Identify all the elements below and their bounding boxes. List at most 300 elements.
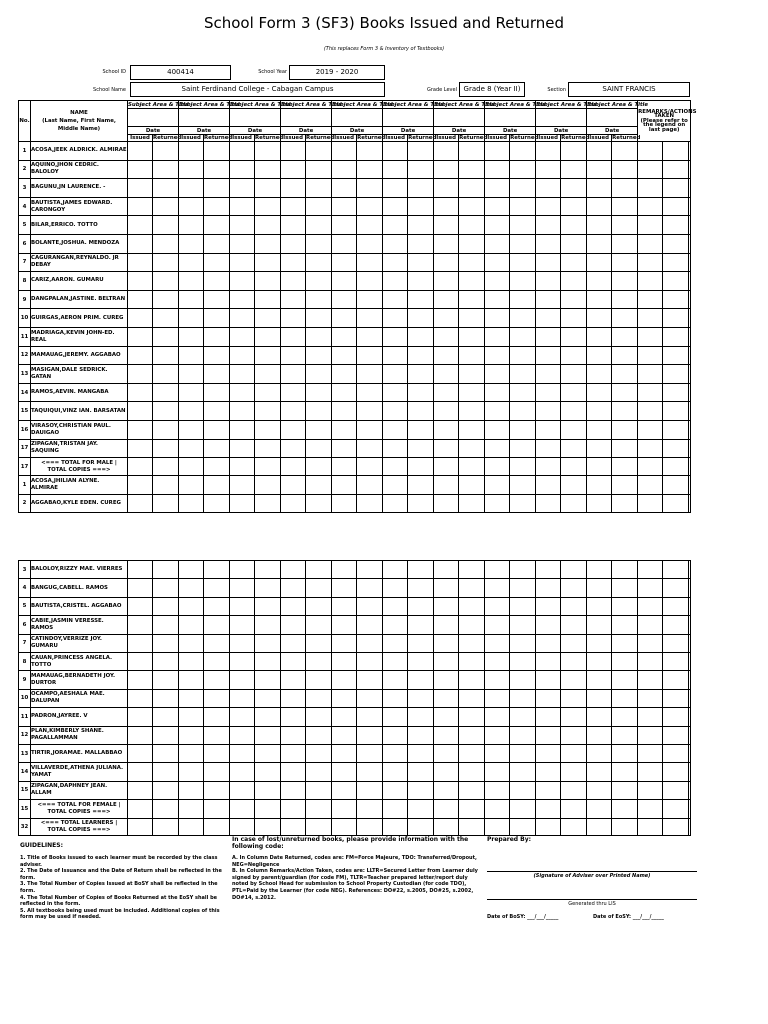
book-date-cell[interactable] — [638, 439, 663, 458]
book-date-cell[interactable] — [485, 290, 510, 309]
book-date-cell[interactable] — [281, 402, 306, 421]
book-date-cell[interactable] — [204, 579, 230, 597]
book-date-cell[interactable] — [612, 744, 638, 762]
book-date-cell[interactable] — [612, 365, 638, 384]
book-date-cell[interactable] — [459, 142, 485, 161]
book-date-cell[interactable] — [536, 744, 561, 762]
book-date-cell[interactable] — [459, 179, 485, 198]
book-date-cell[interactable] — [153, 671, 179, 689]
book-date-cell[interactable] — [434, 253, 459, 272]
book-date-cell[interactable] — [357, 634, 383, 652]
book-date-cell[interactable] — [153, 494, 179, 513]
book-date-cell[interactable] — [128, 476, 153, 495]
book-date-cell[interactable] — [536, 309, 561, 328]
book-date-cell[interactable] — [306, 365, 332, 384]
book-date-cell[interactable] — [587, 234, 612, 253]
book-date-cell[interactable] — [281, 763, 306, 781]
remarks-cell[interactable] — [689, 160, 691, 179]
book-date-cell[interactable] — [306, 652, 332, 670]
book-date-cell[interactable] — [510, 272, 536, 291]
book-date-cell[interactable] — [561, 197, 587, 216]
book-date-cell[interactable] — [153, 744, 179, 762]
book-date-cell[interactable] — [561, 781, 587, 799]
book-date-cell[interactable] — [434, 579, 459, 597]
book-date-cell[interactable] — [332, 327, 357, 346]
book-date-cell[interactable] — [663, 290, 689, 309]
book-date-cell[interactable] — [281, 272, 306, 291]
remarks-cell[interactable] — [689, 671, 691, 689]
book-date-cell[interactable] — [281, 253, 306, 272]
book-date-cell[interactable] — [434, 744, 459, 762]
book-date-cell[interactable] — [281, 420, 306, 439]
book-date-cell[interactable] — [612, 346, 638, 365]
book-date-cell[interactable] — [663, 744, 689, 762]
book-date-cell[interactable] — [561, 689, 587, 707]
book-date-cell[interactable] — [561, 142, 587, 161]
book-date-cell[interactable] — [357, 272, 383, 291]
book-date-cell[interactable] — [485, 708, 510, 726]
book-date-cell[interactable] — [638, 197, 663, 216]
book-date-cell[interactable] — [281, 708, 306, 726]
book-date-cell[interactable] — [638, 634, 663, 652]
book-date-cell[interactable] — [561, 671, 587, 689]
book-date-cell[interactable] — [434, 290, 459, 309]
book-date-cell[interactable] — [204, 763, 230, 781]
book-date-cell[interactable] — [204, 689, 230, 707]
book-date-cell[interactable] — [434, 216, 459, 235]
book-date-cell[interactable] — [663, 383, 689, 402]
book-date-cell[interactable] — [281, 439, 306, 458]
book-date-cell[interactable] — [408, 383, 434, 402]
book-date-cell[interactable] — [255, 402, 281, 421]
book-date-cell[interactable] — [128, 652, 153, 670]
book-date-cell[interactable] — [612, 561, 638, 579]
book-date-cell[interactable] — [332, 708, 357, 726]
book-date-cell[interactable] — [153, 197, 179, 216]
book-date-cell[interactable] — [230, 234, 255, 253]
book-date-cell[interactable] — [383, 708, 408, 726]
book-date-cell[interactable] — [536, 671, 561, 689]
book-date-cell[interactable] — [612, 383, 638, 402]
book-date-cell[interactable] — [408, 272, 434, 291]
book-date-cell[interactable] — [230, 652, 255, 670]
book-date-cell[interactable] — [587, 763, 612, 781]
book-date-cell[interactable] — [255, 420, 281, 439]
book-date-cell[interactable] — [204, 744, 230, 762]
book-date-cell[interactable] — [128, 671, 153, 689]
book-date-cell[interactable] — [587, 494, 612, 513]
book-date-cell[interactable] — [204, 671, 230, 689]
book-date-cell[interactable] — [357, 142, 383, 161]
book-date-cell[interactable] — [510, 346, 536, 365]
book-date-cell[interactable] — [230, 160, 255, 179]
remarks-cell[interactable] — [689, 494, 691, 513]
book-date-cell[interactable] — [128, 781, 153, 799]
book-date-cell[interactable] — [485, 216, 510, 235]
book-date-cell[interactable] — [663, 346, 689, 365]
book-date-cell[interactable] — [638, 561, 663, 579]
book-date-cell[interactable] — [153, 763, 179, 781]
book-date-cell[interactable] — [587, 365, 612, 384]
book-date-cell[interactable] — [663, 160, 689, 179]
book-date-cell[interactable] — [434, 634, 459, 652]
book-date-cell[interactable] — [587, 142, 612, 161]
book-date-cell[interactable] — [179, 652, 204, 670]
book-date-cell[interactable] — [485, 781, 510, 799]
book-date-cell[interactable] — [230, 634, 255, 652]
book-date-cell[interactable] — [204, 634, 230, 652]
book-date-cell[interactable] — [179, 420, 204, 439]
book-date-cell[interactable] — [663, 476, 689, 495]
book-date-cell[interactable] — [179, 634, 204, 652]
remarks-cell[interactable] — [689, 216, 691, 235]
book-date-cell[interactable] — [204, 216, 230, 235]
book-date-cell[interactable] — [153, 179, 179, 198]
book-date-cell[interactable] — [536, 365, 561, 384]
book-date-cell[interactable] — [536, 402, 561, 421]
book-date-cell[interactable] — [638, 597, 663, 615]
book-date-cell[interactable] — [230, 597, 255, 615]
book-date-cell[interactable] — [459, 597, 485, 615]
book-date-cell[interactable] — [485, 420, 510, 439]
book-date-cell[interactable] — [357, 494, 383, 513]
book-date-cell[interactable] — [587, 439, 612, 458]
book-date-cell[interactable] — [179, 689, 204, 707]
book-date-cell[interactable] — [357, 726, 383, 744]
book-date-cell[interactable] — [434, 420, 459, 439]
book-date-cell[interactable] — [663, 494, 689, 513]
book-date-cell[interactable] — [459, 494, 485, 513]
book-date-cell[interactable] — [561, 561, 587, 579]
book-date-cell[interactable] — [383, 671, 408, 689]
book-date-cell[interactable] — [204, 365, 230, 384]
book-date-cell[interactable] — [612, 494, 638, 513]
book-date-cell[interactable] — [306, 272, 332, 291]
book-date-cell[interactable] — [357, 290, 383, 309]
book-date-cell[interactable] — [153, 160, 179, 179]
book-date-cell[interactable] — [485, 272, 510, 291]
book-date-cell[interactable] — [281, 234, 306, 253]
book-date-cell[interactable] — [306, 290, 332, 309]
book-date-cell[interactable] — [408, 671, 434, 689]
book-date-cell[interactable] — [153, 216, 179, 235]
book-date-cell[interactable] — [332, 253, 357, 272]
book-date-cell[interactable] — [306, 327, 332, 346]
book-date-cell[interactable] — [408, 290, 434, 309]
book-date-cell[interactable] — [204, 652, 230, 670]
book-date-cell[interactable] — [281, 579, 306, 597]
book-date-cell[interactable] — [638, 726, 663, 744]
book-date-cell[interactable] — [153, 634, 179, 652]
book-date-cell[interactable] — [357, 327, 383, 346]
book-date-cell[interactable] — [587, 216, 612, 235]
book-date-cell[interactable] — [281, 561, 306, 579]
book-date-cell[interactable] — [561, 234, 587, 253]
book-date-cell[interactable] — [383, 346, 408, 365]
book-date-cell[interactable] — [306, 216, 332, 235]
book-date-cell[interactable] — [587, 744, 612, 762]
book-date-cell[interactable] — [281, 634, 306, 652]
book-date-cell[interactable] — [332, 346, 357, 365]
book-date-cell[interactable] — [434, 197, 459, 216]
book-date-cell[interactable] — [459, 383, 485, 402]
book-date-cell[interactable] — [357, 309, 383, 328]
book-date-cell[interactable] — [153, 346, 179, 365]
book-date-cell[interactable] — [255, 726, 281, 744]
book-date-cell[interactable] — [638, 420, 663, 439]
book-date-cell[interactable] — [179, 763, 204, 781]
book-date-cell[interactable] — [306, 253, 332, 272]
book-date-cell[interactable] — [510, 309, 536, 328]
book-date-cell[interactable] — [587, 561, 612, 579]
book-date-cell[interactable] — [204, 346, 230, 365]
book-date-cell[interactable] — [408, 420, 434, 439]
book-date-cell[interactable] — [153, 383, 179, 402]
book-date-cell[interactable] — [128, 160, 153, 179]
book-date-cell[interactable] — [408, 708, 434, 726]
remarks-cell[interactable] — [689, 616, 691, 634]
book-date-cell[interactable] — [434, 671, 459, 689]
book-date-cell[interactable] — [179, 160, 204, 179]
book-date-cell[interactable] — [153, 708, 179, 726]
book-date-cell[interactable] — [434, 781, 459, 799]
book-date-cell[interactable] — [128, 253, 153, 272]
book-date-cell[interactable] — [536, 439, 561, 458]
book-date-cell[interactable] — [612, 597, 638, 615]
book-date-cell[interactable] — [128, 726, 153, 744]
book-date-cell[interactable] — [204, 726, 230, 744]
book-date-cell[interactable] — [638, 327, 663, 346]
book-date-cell[interactable] — [255, 494, 281, 513]
book-date-cell[interactable] — [383, 234, 408, 253]
book-date-cell[interactable] — [485, 439, 510, 458]
book-date-cell[interactable] — [459, 744, 485, 762]
book-date-cell[interactable] — [281, 744, 306, 762]
book-date-cell[interactable] — [587, 179, 612, 198]
book-date-cell[interactable] — [128, 402, 153, 421]
book-date-cell[interactable] — [255, 476, 281, 495]
book-date-cell[interactable] — [612, 327, 638, 346]
book-date-cell[interactable] — [281, 652, 306, 670]
book-date-cell[interactable] — [179, 597, 204, 615]
book-date-cell[interactable] — [153, 689, 179, 707]
book-date-cell[interactable] — [179, 234, 204, 253]
book-date-cell[interactable] — [230, 781, 255, 799]
book-date-cell[interactable] — [383, 253, 408, 272]
book-date-cell[interactable] — [357, 763, 383, 781]
book-date-cell[interactable] — [128, 634, 153, 652]
book-date-cell[interactable] — [179, 744, 204, 762]
book-date-cell[interactable] — [434, 365, 459, 384]
book-date-cell[interactable] — [230, 309, 255, 328]
book-date-cell[interactable] — [179, 290, 204, 309]
book-date-cell[interactable] — [510, 744, 536, 762]
book-date-cell[interactable] — [536, 726, 561, 744]
book-date-cell[interactable] — [408, 726, 434, 744]
book-date-cell[interactable] — [306, 346, 332, 365]
book-date-cell[interactable] — [561, 383, 587, 402]
book-date-cell[interactable] — [204, 197, 230, 216]
book-date-cell[interactable] — [357, 365, 383, 384]
book-date-cell[interactable] — [485, 671, 510, 689]
book-date-cell[interactable] — [332, 420, 357, 439]
book-date-cell[interactable] — [587, 327, 612, 346]
book-date-cell[interactable] — [434, 383, 459, 402]
book-date-cell[interactable] — [255, 253, 281, 272]
book-date-cell[interactable] — [459, 272, 485, 291]
book-date-cell[interactable] — [459, 216, 485, 235]
book-date-cell[interactable] — [663, 763, 689, 781]
book-date-cell[interactable] — [663, 561, 689, 579]
book-date-cell[interactable] — [663, 420, 689, 439]
book-date-cell[interactable] — [536, 327, 561, 346]
book-date-cell[interactable] — [408, 561, 434, 579]
book-date-cell[interactable] — [204, 597, 230, 615]
book-date-cell[interactable] — [459, 439, 485, 458]
book-date-cell[interactable] — [663, 365, 689, 384]
book-date-cell[interactable] — [561, 708, 587, 726]
book-date-cell[interactable] — [408, 402, 434, 421]
book-date-cell[interactable] — [204, 327, 230, 346]
book-date-cell[interactable] — [561, 179, 587, 198]
book-date-cell[interactable] — [204, 561, 230, 579]
book-date-cell[interactable] — [332, 671, 357, 689]
book-date-cell[interactable] — [587, 160, 612, 179]
book-date-cell[interactable] — [230, 216, 255, 235]
book-date-cell[interactable] — [485, 652, 510, 670]
book-date-cell[interactable] — [306, 439, 332, 458]
book-date-cell[interactable] — [638, 179, 663, 198]
book-date-cell[interactable] — [663, 216, 689, 235]
book-date-cell[interactable] — [179, 561, 204, 579]
book-date-cell[interactable] — [255, 142, 281, 161]
book-date-cell[interactable] — [561, 597, 587, 615]
book-date-cell[interactable] — [357, 579, 383, 597]
book-date-cell[interactable] — [383, 160, 408, 179]
book-date-cell[interactable] — [587, 272, 612, 291]
book-date-cell[interactable] — [230, 402, 255, 421]
book-date-cell[interactable] — [204, 402, 230, 421]
book-date-cell[interactable] — [332, 561, 357, 579]
book-date-cell[interactable] — [510, 671, 536, 689]
book-date-cell[interactable] — [128, 708, 153, 726]
book-date-cell[interactable] — [306, 234, 332, 253]
book-date-cell[interactable] — [281, 616, 306, 634]
book-date-cell[interactable] — [332, 272, 357, 291]
book-date-cell[interactable] — [306, 726, 332, 744]
book-date-cell[interactable] — [612, 689, 638, 707]
book-date-cell[interactable] — [434, 439, 459, 458]
book-date-cell[interactable] — [332, 216, 357, 235]
book-date-cell[interactable] — [587, 476, 612, 495]
book-date-cell[interactable] — [485, 160, 510, 179]
book-date-cell[interactable] — [179, 476, 204, 495]
book-date-cell[interactable] — [357, 234, 383, 253]
book-date-cell[interactable] — [612, 253, 638, 272]
remarks-cell[interactable] — [689, 652, 691, 670]
book-date-cell[interactable] — [485, 234, 510, 253]
book-date-cell[interactable] — [459, 726, 485, 744]
book-date-cell[interactable] — [612, 272, 638, 291]
book-date-cell[interactable] — [281, 781, 306, 799]
book-date-cell[interactable] — [459, 327, 485, 346]
book-date-cell[interactable] — [434, 763, 459, 781]
book-date-cell[interactable] — [459, 365, 485, 384]
book-date-cell[interactable] — [434, 708, 459, 726]
remarks-cell[interactable] — [689, 744, 691, 762]
book-date-cell[interactable] — [179, 439, 204, 458]
book-date-cell[interactable] — [128, 346, 153, 365]
book-date-cell[interactable] — [485, 253, 510, 272]
book-date-cell[interactable] — [153, 365, 179, 384]
book-date-cell[interactable] — [408, 763, 434, 781]
book-date-cell[interactable] — [612, 476, 638, 495]
book-date-cell[interactable] — [306, 763, 332, 781]
book-date-cell[interactable] — [204, 160, 230, 179]
book-date-cell[interactable] — [332, 689, 357, 707]
book-date-cell[interactable] — [408, 365, 434, 384]
book-date-cell[interactable] — [536, 689, 561, 707]
book-date-cell[interactable] — [179, 616, 204, 634]
book-date-cell[interactable] — [332, 494, 357, 513]
book-date-cell[interactable] — [434, 327, 459, 346]
book-date-cell[interactable] — [638, 616, 663, 634]
remarks-cell[interactable] — [689, 561, 691, 579]
book-date-cell[interactable] — [434, 616, 459, 634]
book-date-cell[interactable] — [153, 290, 179, 309]
book-date-cell[interactable] — [459, 160, 485, 179]
book-date-cell[interactable] — [281, 597, 306, 615]
book-date-cell[interactable] — [128, 234, 153, 253]
remarks-cell[interactable] — [689, 439, 691, 458]
book-date-cell[interactable] — [612, 179, 638, 198]
book-date-cell[interactable] — [408, 744, 434, 762]
book-date-cell[interactable] — [383, 216, 408, 235]
book-date-cell[interactable] — [408, 616, 434, 634]
book-date-cell[interactable] — [612, 616, 638, 634]
book-date-cell[interactable] — [638, 494, 663, 513]
book-date-cell[interactable] — [128, 272, 153, 291]
book-date-cell[interactable] — [332, 579, 357, 597]
book-date-cell[interactable] — [383, 383, 408, 402]
book-date-cell[interactable] — [153, 579, 179, 597]
book-date-cell[interactable] — [434, 402, 459, 421]
remarks-cell[interactable] — [689, 327, 691, 346]
book-date-cell[interactable] — [153, 272, 179, 291]
remarks-cell[interactable] — [689, 689, 691, 707]
book-date-cell[interactable] — [153, 616, 179, 634]
book-date-cell[interactable] — [663, 652, 689, 670]
book-date-cell[interactable] — [153, 253, 179, 272]
book-date-cell[interactable] — [510, 579, 536, 597]
book-date-cell[interactable] — [485, 763, 510, 781]
book-date-cell[interactable] — [357, 708, 383, 726]
book-date-cell[interactable] — [383, 494, 408, 513]
book-date-cell[interactable] — [536, 290, 561, 309]
book-date-cell[interactable] — [485, 402, 510, 421]
book-date-cell[interactable] — [663, 309, 689, 328]
book-date-cell[interactable] — [663, 253, 689, 272]
book-date-cell[interactable] — [230, 763, 255, 781]
book-date-cell[interactable] — [383, 763, 408, 781]
book-date-cell[interactable] — [255, 160, 281, 179]
book-date-cell[interactable] — [332, 197, 357, 216]
book-date-cell[interactable] — [638, 272, 663, 291]
book-date-cell[interactable] — [408, 439, 434, 458]
book-date-cell[interactable] — [587, 253, 612, 272]
book-date-cell[interactable] — [128, 616, 153, 634]
book-date-cell[interactable] — [332, 634, 357, 652]
